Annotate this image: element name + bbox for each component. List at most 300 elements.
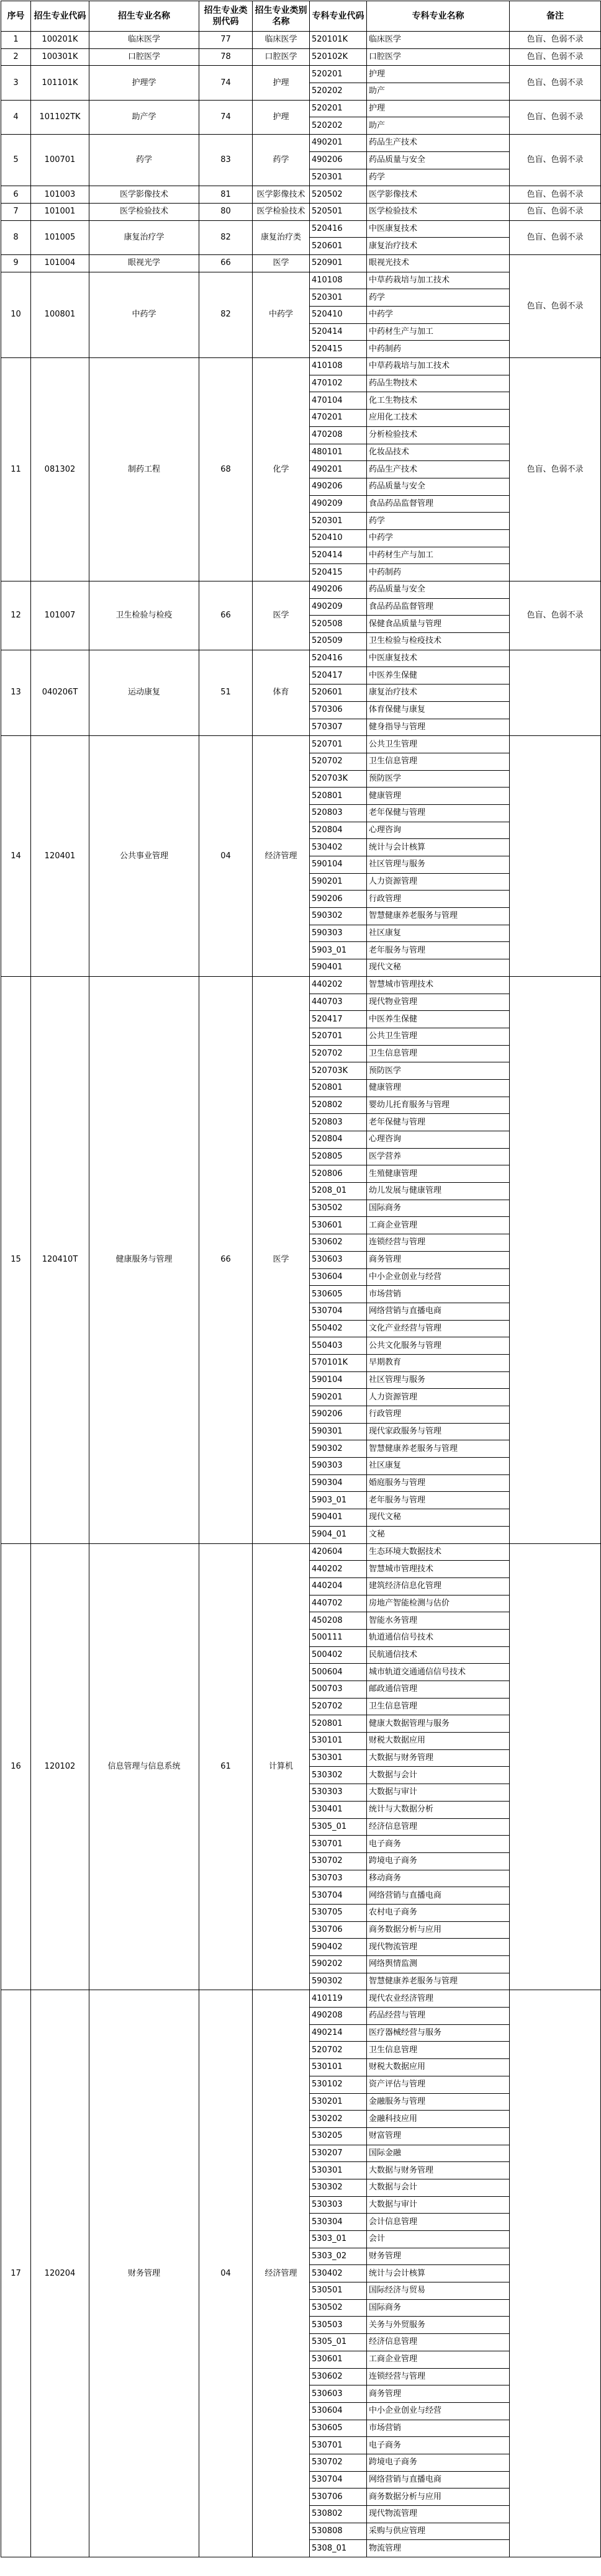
specialty-name: 网络营销与直播电商 [367, 1887, 510, 1905]
specialty-name: 公共卫生管理 [367, 736, 510, 753]
specialty-code: 490214 [310, 2024, 367, 2042]
specialty-code: 590401 [310, 959, 367, 977]
specialty-code: 530704 [310, 1887, 367, 1905]
specialty-name: 统计与大数据分析 [367, 1801, 510, 1818]
specialty-code: 490206 [310, 151, 367, 169]
specialty-code: 530603 [310, 2385, 367, 2403]
specialty-code: 470102 [310, 375, 367, 392]
category-code: 82 [199, 272, 253, 357]
specialty-name: 药品经营与管理 [367, 2008, 510, 2025]
specialty-name: 连锁经营与管理 [367, 1234, 510, 1252]
specialty-name: 公共文化服务与管理 [367, 1337, 510, 1355]
category-code: 66 [199, 254, 253, 272]
table-row [1, 100, 601, 117]
specialty-name: 国际商务 [367, 2299, 510, 2317]
major-name: 助产学 [89, 100, 199, 134]
row-number: 9 [1, 254, 31, 272]
specialty-name: 化妆品技术 [367, 444, 510, 461]
specialty-code: 530402 [310, 839, 367, 856]
row-number: 8 [1, 220, 31, 254]
specialty-name: 药品质量与安全 [367, 478, 510, 495]
header-no: 序号 [1, 1, 31, 32]
specialty-code: 520801 [310, 1079, 367, 1097]
category-name: 医学 [253, 581, 310, 650]
specialty-name: 智慧城市管理技术 [367, 976, 510, 994]
major-code: 120410T [31, 976, 89, 1543]
major-name: 公共事业管理 [89, 736, 199, 977]
category-name: 经济管理 [253, 1990, 310, 2557]
major-code: 101004 [31, 254, 89, 272]
specialty-code: 530802 [310, 2506, 367, 2523]
specialty-name: 大数据与财务管理 [367, 2162, 510, 2179]
specialty-code: 530102 [310, 2076, 367, 2093]
specialty-name: 采购与供应管理 [367, 2523, 510, 2540]
note [510, 976, 601, 1543]
specialty-code: 570101K [310, 1354, 367, 1371]
header-specialty-name: 专科专业名称 [367, 1, 510, 32]
specialty-name: 中小企业创业与经营 [367, 1268, 510, 1286]
specialty-name: 大数据与财务管理 [367, 1749, 510, 1767]
specialty-code: 410119 [310, 1990, 367, 2008]
specialty-code: 570307 [310, 719, 367, 736]
specialty-code: 530202 [310, 2111, 367, 2128]
specialty-code: 590302 [310, 1973, 367, 1990]
major-code: 120102 [31, 1543, 89, 1990]
specialty-name: 中药材生产与加工 [367, 547, 510, 564]
note: 色盲、色弱不录 [510, 254, 601, 357]
note: 色盲、色弱不录 [510, 186, 601, 204]
specialty-name: 人力资源管理 [367, 1389, 510, 1406]
major-code: 081302 [31, 358, 89, 581]
note: 色盲、色弱不录 [510, 203, 601, 220]
specialty-name: 电子商务 [367, 1836, 510, 1853]
specialty-code: 520415 [310, 341, 367, 358]
specialty-name: 城市轨道交通通信信号技术 [367, 1664, 510, 1681]
row-number: 10 [1, 272, 31, 357]
major-name: 临床医学 [89, 32, 199, 49]
specialty-name: 中医康复技术 [367, 650, 510, 667]
specialty-code: 520201 [310, 100, 367, 117]
specialty-name: 健康大数据管理与服务 [367, 1715, 510, 1733]
specialty-name: 医疗器械经营与服务 [367, 2024, 510, 2042]
specialty-code: 530502 [310, 1200, 367, 1217]
row-number: 17 [1, 1990, 31, 2557]
specialty-code: 520804 [310, 822, 367, 839]
specialty-name: 中草药栽培与加工技术 [367, 358, 510, 375]
specialty-code: 530101 [310, 1733, 367, 1750]
category-name: 康复治疗类 [253, 220, 310, 254]
specialty-code: 5903_01 [310, 1492, 367, 1509]
specialty-name: 康复治疗技术 [367, 238, 510, 255]
major-name: 药学 [89, 135, 199, 186]
specialty-name: 中小企业创业与经营 [367, 2402, 510, 2420]
specialty-code: 530602 [310, 1234, 367, 1252]
specialty-code: 530701 [310, 1836, 367, 1853]
specialty-name: 电子商务 [367, 2437, 510, 2454]
specialty-name: 经济信息管理 [367, 1818, 510, 1836]
specialty-code: 520410 [310, 529, 367, 547]
row-number: 4 [1, 100, 31, 134]
specialty-code: 520102K [310, 48, 367, 66]
note: 色盲、色弱不录 [510, 32, 601, 49]
specialty-name: 现代物业管理 [367, 994, 510, 1011]
category-name: 护理 [253, 100, 310, 134]
header-row [1, 1, 601, 32]
specialty-code: 550402 [310, 1320, 367, 1337]
note: 色盲、色弱不录 [510, 135, 601, 186]
specialty-code: 530501 [310, 2282, 367, 2300]
specialty-code: 500111 [310, 1629, 367, 1646]
specialty-code: 520703K [310, 1062, 367, 1080]
table-row [1, 203, 601, 220]
specialty-code: 530604 [310, 1268, 367, 1286]
table-row [1, 220, 601, 238]
specialty-code: 530701 [310, 2437, 367, 2454]
specialty-name: 助产 [367, 117, 510, 135]
specialty-name: 财富管理 [367, 2127, 510, 2145]
header-major-code: 招生专业代码 [31, 1, 89, 32]
specialty-code: 530604 [310, 2402, 367, 2420]
specialty-code: 530602 [310, 2368, 367, 2385]
specialty-name: 药品生产技术 [367, 135, 510, 152]
note: 色盲、色弱不录 [510, 220, 601, 254]
specialty-name: 药品质量与安全 [367, 151, 510, 169]
specialty-name: 幼儿发展与健康管理 [367, 1183, 510, 1200]
row-number: 15 [1, 976, 31, 1543]
specialty-code: 530201 [310, 2093, 367, 2111]
specialty-code: 490206 [310, 581, 367, 599]
specialty-code: 530603 [310, 1251, 367, 1268]
specialty-name: 商务管理 [367, 2385, 510, 2403]
specialty-code: 520801 [310, 788, 367, 805]
specialty-name: 眼视光技术 [367, 254, 510, 272]
category-name: 经济管理 [253, 736, 310, 977]
specialty-name: 生态环境大数据技术 [367, 1543, 510, 1561]
table-row [1, 581, 601, 599]
major-name: 医学检验技术 [89, 203, 199, 220]
specialty-name: 康复治疗技术 [367, 684, 510, 702]
specialty-name: 药品生产技术 [367, 461, 510, 478]
specialty-name: 助产 [367, 83, 510, 101]
table-row [1, 358, 601, 375]
category-name: 化学 [253, 358, 310, 581]
specialty-name: 金融服务与管理 [367, 2093, 510, 2111]
table-row [1, 254, 601, 272]
table-body [1, 32, 601, 2557]
specialty-name: 民航通信技术 [367, 1646, 510, 1664]
specialty-code: 520417 [310, 667, 367, 684]
header-specialty-code: 专科专业代码 [310, 1, 367, 32]
specialty-name: 婴幼儿托育服务与管理 [367, 1097, 510, 1114]
specialty-code: 550403 [310, 1337, 367, 1355]
specialty-code: 490201 [310, 135, 367, 152]
major-code: 101102TK [31, 100, 89, 134]
specialty-name: 卫生信息管理 [367, 2042, 510, 2059]
specialty-code: 520508 [310, 616, 367, 633]
major-code: 120204 [31, 1990, 89, 2557]
category-code: 04 [199, 1990, 253, 2557]
specialty-name: 跨境电子商务 [367, 2454, 510, 2471]
category-name: 药学 [253, 135, 310, 186]
major-code: 100301K [31, 48, 89, 66]
specialty-name: 移动商务 [367, 1870, 510, 1887]
specialty-name: 中医养生保健 [367, 1011, 510, 1028]
specialty-code: 520901 [310, 254, 367, 272]
specialty-name: 中药制药 [367, 564, 510, 581]
specialty-name: 网络营销与直播电商 [367, 1303, 510, 1320]
specialty-name: 轨道通信信号技术 [367, 1629, 510, 1646]
specialty-name: 智能水务管理 [367, 1612, 510, 1630]
specialty-code: 470208 [310, 426, 367, 444]
specialty-name: 统计与会计核算 [367, 2265, 510, 2282]
specialty-name: 会计信息管理 [367, 2214, 510, 2231]
specialty-code: 520701 [310, 1028, 367, 1045]
specialty-name: 临床医学 [367, 32, 510, 49]
specialty-code: 520806 [310, 1165, 367, 1183]
row-number: 7 [1, 203, 31, 220]
note: 色盲、色弱不录 [510, 66, 601, 100]
specialty-name: 市场营销 [367, 1286, 510, 1303]
specialty-name: 现代物流管理 [367, 2506, 510, 2523]
category-code: 66 [199, 976, 253, 1543]
specialty-code: 490209 [310, 495, 367, 513]
specialty-name: 统计与会计核算 [367, 839, 510, 856]
specialty-code: 530302 [310, 2179, 367, 2196]
specialty-code: 590303 [310, 1458, 367, 1475]
specialty-name: 中药制药 [367, 341, 510, 358]
specialty-code: 5904_01 [310, 1526, 367, 1543]
specialty-name: 跨境电子商务 [367, 1852, 510, 1870]
specialty-name: 现代家政服务与管理 [367, 1423, 510, 1440]
specialty-code: 530303 [310, 2196, 367, 2214]
specialty-code: 520417 [310, 1011, 367, 1028]
specialty-code: 520804 [310, 1131, 367, 1149]
specialty-name: 商务数据分析与应用 [367, 1921, 510, 1939]
specialty-code: 480101 [310, 444, 367, 461]
header-category-name: 招生专业类别名称 [253, 1, 310, 32]
specialty-name: 工商企业管理 [367, 2351, 510, 2368]
specialty-code: 590302 [310, 1440, 367, 1458]
specialty-code: 520702 [310, 1045, 367, 1062]
specialty-name: 智慧健康养老服务与管理 [367, 1440, 510, 1458]
specialty-code: 530706 [310, 1921, 367, 1939]
specialty-code: 440204 [310, 1577, 367, 1595]
specialty-name: 卫生检验与检疫技术 [367, 633, 510, 650]
note [510, 1990, 601, 2557]
specialty-name: 财税大数据应用 [367, 1733, 510, 1750]
specialty-name: 护理 [367, 66, 510, 83]
specialty-code: 530705 [310, 1904, 367, 1921]
specialty-name: 口腔医学 [367, 48, 510, 66]
header-category-code: 招生专业类别代码 [199, 1, 253, 32]
specialty-code: 490208 [310, 2008, 367, 2025]
row-number: 2 [1, 48, 31, 66]
specialty-code: 450208 [310, 1612, 367, 1630]
category-name: 医学 [253, 254, 310, 272]
specialty-name: 大数据与会计 [367, 1767, 510, 1784]
specialty-code: 520202 [310, 83, 367, 101]
specialty-code: 530706 [310, 2488, 367, 2506]
category-code: 74 [199, 100, 253, 134]
specialty-code: 590303 [310, 925, 367, 942]
specialty-name: 国际商务 [367, 1200, 510, 1217]
specialty-name: 商务管理 [367, 1251, 510, 1268]
row-number: 6 [1, 186, 31, 204]
table-row [1, 1543, 601, 1561]
specialty-code: 590401 [310, 1509, 367, 1527]
specialty-name: 老年服务与管理 [367, 1492, 510, 1509]
specialty-code: 530704 [310, 2471, 367, 2488]
specialty-name: 智慧健康养老服务与管理 [367, 908, 510, 925]
specialty-name: 公共卫生管理 [367, 1028, 510, 1045]
major-code: 101007 [31, 581, 89, 650]
specialty-name: 关务与外贸服务 [367, 2317, 510, 2334]
note: 色盲、色弱不录 [510, 48, 601, 66]
specialty-code: 590104 [310, 1371, 367, 1389]
specialty-code: 520805 [310, 1148, 367, 1165]
specialty-name: 心理咨询 [367, 822, 510, 839]
major-name: 口腔医学 [89, 48, 199, 66]
major-name: 信息管理与信息系统 [89, 1543, 199, 1990]
specialty-name: 文化产业经营与管理 [367, 1320, 510, 1337]
specialty-name: 金融科技应用 [367, 2111, 510, 2128]
note [510, 650, 601, 735]
specialty-name: 现代物流管理 [367, 1939, 510, 1956]
category-code: 81 [199, 186, 253, 204]
specialty-code: 470104 [310, 392, 367, 410]
specialty-name: 医学影像技术 [367, 186, 510, 204]
specialty-code: 520201 [310, 66, 367, 83]
specialty-name: 农村电子商务 [367, 1904, 510, 1921]
specialty-code: 590304 [310, 1474, 367, 1492]
specialty-name: 食品药品监督管理 [367, 598, 510, 616]
category-code: 61 [199, 1543, 253, 1990]
specialty-code: 520416 [310, 220, 367, 238]
specialty-name: 婚庭服务与管理 [367, 1474, 510, 1492]
specialty-code: 530207 [310, 2145, 367, 2162]
specialty-name: 文秘 [367, 1526, 510, 1543]
specialty-code: 520301 [310, 169, 367, 186]
specialty-name: 中医康复技术 [367, 220, 510, 238]
category-code: 04 [199, 736, 253, 977]
specialty-code: 520802 [310, 1097, 367, 1114]
category-code: 80 [199, 203, 253, 220]
specialty-code: 520702 [310, 753, 367, 770]
specialty-name: 药学 [367, 289, 510, 307]
specialty-name: 现代农业经济管理 [367, 1990, 510, 2008]
note: 色盲、色弱不录 [510, 581, 601, 650]
specialty-code: 440202 [310, 1561, 367, 1578]
specialty-name: 市场营销 [367, 2420, 510, 2437]
major-code: 101101K [31, 66, 89, 100]
specialty-code: 590302 [310, 908, 367, 925]
specialty-code: 410108 [310, 272, 367, 289]
specialty-name: 健身指导与管理 [367, 719, 510, 736]
specialty-code: 530704 [310, 1303, 367, 1320]
specialty-code: 490201 [310, 461, 367, 478]
category-name: 口腔医学 [253, 48, 310, 66]
category-code: 74 [199, 66, 253, 100]
specialty-name: 大数据与会计 [367, 2179, 510, 2196]
specialty-code: 520509 [310, 633, 367, 650]
specialty-name: 大数据与审计 [367, 2196, 510, 2214]
specialty-name: 应用化工技术 [367, 410, 510, 427]
specialty-code: 520701 [310, 736, 367, 753]
specialty-name: 社区康复 [367, 925, 510, 942]
specialty-name: 邮政通信管理 [367, 1681, 510, 1699]
specialty-code: 440702 [310, 1595, 367, 1612]
major-code: 101005 [31, 220, 89, 254]
category-code: 78 [199, 48, 253, 66]
specialty-code: 520803 [310, 804, 367, 822]
major-name: 健康服务与管理 [89, 976, 199, 1543]
table-row [1, 32, 601, 49]
specialty-code: 530101 [310, 2059, 367, 2076]
note [510, 736, 601, 977]
specialty-name: 体育保健与康复 [367, 701, 510, 719]
specialty-code: 520703K [310, 770, 367, 788]
specialty-code: 590301 [310, 1423, 367, 1440]
specialty-name: 药品质量与安全 [367, 581, 510, 599]
table-row [1, 135, 601, 152]
category-name: 医学检验技术 [253, 203, 310, 220]
category-name: 临床医学 [253, 32, 310, 49]
specialty-name: 中药材生产与加工 [367, 323, 510, 341]
specialty-code: 470201 [310, 410, 367, 427]
major-name: 卫生检验与检疫 [89, 581, 199, 650]
major-code: 100701 [31, 135, 89, 186]
specialty-name: 物流管理 [367, 2540, 510, 2557]
specialty-code: 530605 [310, 2420, 367, 2437]
specialty-code: 520801 [310, 1715, 367, 1733]
specialty-name: 建筑经济信息化管理 [367, 1577, 510, 1595]
specialty-code: 410108 [310, 358, 367, 375]
specialty-code: 530601 [310, 1217, 367, 1234]
specialty-code: 530702 [310, 1852, 367, 1870]
specialty-name: 现代文秘 [367, 1509, 510, 1527]
specialty-code: 590201 [310, 873, 367, 891]
table-row [1, 976, 601, 994]
specialty-name: 护理 [367, 100, 510, 117]
table-row [1, 48, 601, 66]
major-code: 101001 [31, 203, 89, 220]
specialty-code: 530702 [310, 2454, 367, 2471]
specialty-code: 520414 [310, 323, 367, 341]
category-name: 计算机 [253, 1543, 310, 1990]
specialty-code: 440202 [310, 976, 367, 994]
specialty-code: 530302 [310, 1767, 367, 1784]
specialty-name: 预防医学 [367, 770, 510, 788]
specialty-code: 530502 [310, 2299, 367, 2317]
specialty-code: 590206 [310, 1406, 367, 1424]
specialty-code: 530401 [310, 1801, 367, 1818]
specialty-code: 5308_01 [310, 2540, 367, 2557]
specialty-name: 早期教育 [367, 1354, 510, 1371]
major-code: 120401 [31, 736, 89, 977]
note: 色盲、色弱不录 [510, 358, 601, 581]
specialty-name: 老年保健与管理 [367, 1114, 510, 1131]
specialty-name: 老年服务与管理 [367, 942, 510, 959]
specialty-name: 国际经济与贸易 [367, 2282, 510, 2300]
specialty-code: 490206 [310, 478, 367, 495]
specialty-name: 中药学 [367, 307, 510, 324]
specialty-code: 500402 [310, 1646, 367, 1664]
major-name: 医学影像技术 [89, 186, 199, 204]
category-code: 68 [199, 358, 253, 581]
category-code: 51 [199, 650, 253, 735]
specialty-code: 520202 [310, 117, 367, 135]
specialty-name: 经济信息管理 [367, 2334, 510, 2351]
